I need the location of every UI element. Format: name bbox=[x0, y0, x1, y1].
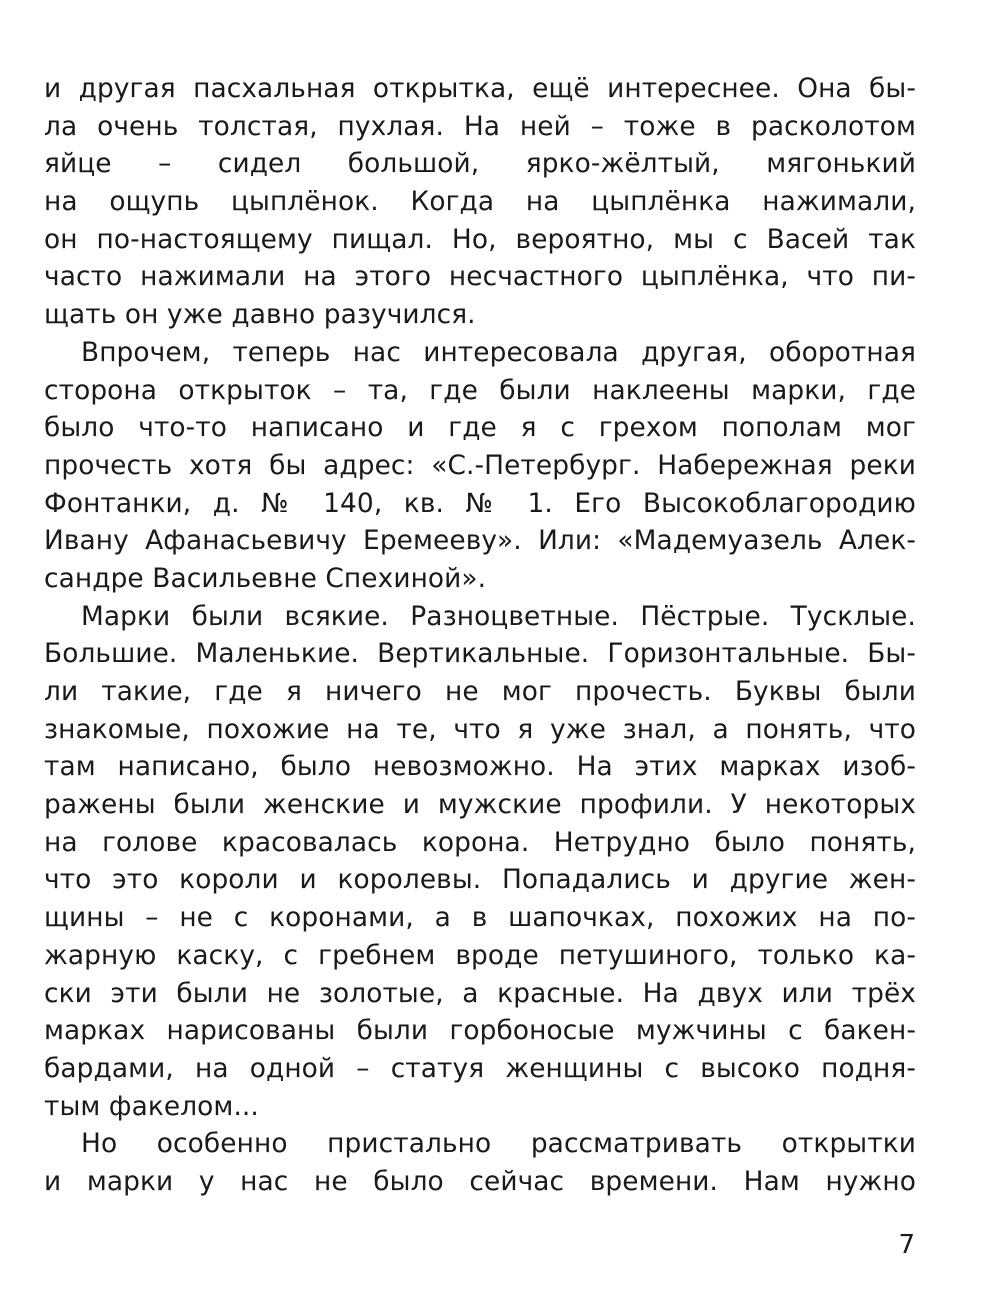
text-line: Но особенно пристально рассматривать открытки bbox=[81, 1128, 916, 1160]
text-line: что это короли и королевы. Попадались и другие жен- bbox=[44, 864, 916, 896]
text-line: и марки у нас не было сейчас времени. Нам нужно bbox=[44, 1165, 916, 1197]
paragraph bbox=[44, 334, 916, 598]
text-line: тым факелом... bbox=[44, 1090, 259, 1122]
text-line: бардами, на одной – статуя женщины с высоко подня- bbox=[44, 1052, 916, 1084]
text-line: ли такие, где я ничего не мог прочесть. Буквы были bbox=[44, 676, 916, 707]
page-number: 7 bbox=[898, 1230, 915, 1260]
text-line: там написано, было невозможно. На этих марках изоб- bbox=[44, 751, 916, 783]
paragraph bbox=[44, 70, 916, 334]
text-line: яйце – сидел большой, ярко-жёлтый, мягонький bbox=[44, 148, 916, 180]
text-line: марках нарисованы были горбоносые мужчины с бакен- bbox=[44, 1015, 916, 1047]
text-line: сандре Васильевне Спехиной». bbox=[44, 562, 487, 594]
paragraph bbox=[44, 598, 916, 1126]
text-line: щины – не с коронами, а в шапочках, похожих на по- bbox=[44, 902, 916, 934]
text-line: Большие. Маленькие. Вертикальные. Горизонтальные. Бы- bbox=[44, 638, 916, 670]
text-line: на ощупь цыплёнок. Когда на цыплёнка нажимали, bbox=[44, 186, 916, 218]
text-line: жарную каску, с гребнем вроде петушиного, только ка- bbox=[44, 939, 916, 971]
text-line: ла очень толстая, пухлая. На ней – тоже в расколотом bbox=[44, 110, 916, 142]
text-line: Фонтанки, д. № 140, кв. № 1. Его Высокоблагородию bbox=[44, 487, 916, 519]
text-line: щать он уже давно разучился. bbox=[44, 299, 476, 331]
text-line: и другая пасхальная открытка, ещё интереснее. Она бы- bbox=[44, 73, 916, 104]
text-line: знакомые, похожие на те, что я уже знал, а понять, что bbox=[44, 713, 916, 745]
text-line: Ивану Афанасьевичу Еремееву». Или: «Мадемуазель Алек- bbox=[44, 525, 916, 557]
text-line: сторона открыток – та, где были наклеены марки, где bbox=[44, 374, 916, 406]
text-body bbox=[44, 70, 916, 1201]
text-line: ражены были женские и мужские профили. У некоторых bbox=[44, 789, 916, 821]
text-line: Впрочем, теперь нас интересовала другая, оборотная bbox=[81, 336, 916, 368]
text-line: было что-то написано и где я с грехом пополам мог bbox=[44, 412, 916, 444]
text-line: ски эти были не золотые, а красные. На двух или трёх bbox=[44, 977, 916, 1009]
text-line: он по-настоящему пищал. Но, вероятно, мы с Васей так bbox=[44, 223, 916, 255]
text-line: Марки были всякие. Разноцветные. Пёстрые. Тусклые. bbox=[81, 600, 916, 632]
text-line: прочесть хотя бы адрес: «С.-Петербург. Набережная реки bbox=[44, 449, 916, 481]
book-page-text bbox=[44, 70, 916, 1201]
paragraph bbox=[44, 1125, 916, 1200]
text-line: на голове красовалась корона. Нетрудно было понять, bbox=[44, 826, 916, 858]
text-line: часто нажимали на этого несчастного цыплёнка, что пи- bbox=[44, 261, 916, 293]
